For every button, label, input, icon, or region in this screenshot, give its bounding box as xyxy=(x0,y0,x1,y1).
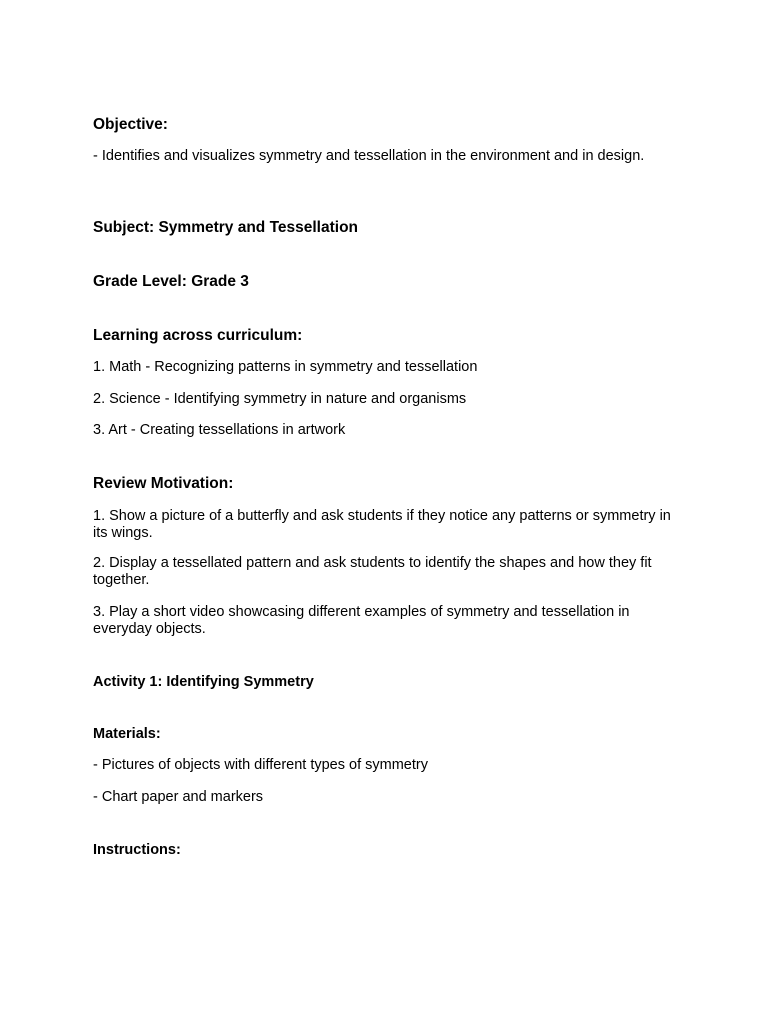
materials-item-pictures: - Pictures of objects with different types of symmetry xyxy=(93,757,428,773)
materials-item-chart-paper: - Chart paper and markers xyxy=(93,789,264,805)
materials-heading: Materials: xyxy=(93,726,161,742)
curriculum-item-science: 2. Science - Identifying symmetry in nature and organisms xyxy=(93,391,467,407)
learning-across-curriculum-heading: Learning across curriculum: xyxy=(93,327,303,344)
activity-1-heading: Activity 1: Identifying Symmetry xyxy=(93,674,314,690)
review-motivation-heading: Review Motivation: xyxy=(93,475,234,492)
review-motivation-item-2: 2. Display a tessellated pattern and ask students to identify the shapes and how they fit together. xyxy=(93,555,652,588)
review-motivation-item-1: 1. Show a picture of a butterfly and ask students if they notice any patterns or symmetry in its wings. xyxy=(93,508,671,541)
subject-heading: Subject: Symmetry and Tessellation xyxy=(93,219,359,236)
curriculum-item-math: 1. Math - Recognizing patterns in symmetry and tessellation xyxy=(93,359,478,375)
objective-heading: Objective: xyxy=(93,116,168,133)
grade-level-heading: Grade Level: Grade 3 xyxy=(93,273,249,290)
instructions-heading: Instructions: xyxy=(93,842,181,858)
review-motivation-item-3: 3. Play a short video showcasing different examples of symmetry and tessellation in everyday objects. xyxy=(93,604,630,637)
curriculum-item-art: 3. Art - Creating tessellations in artwork xyxy=(93,422,346,438)
objective-text: - Identifies and visualizes symmetry and tessellation in the environment and in design. xyxy=(93,148,645,164)
